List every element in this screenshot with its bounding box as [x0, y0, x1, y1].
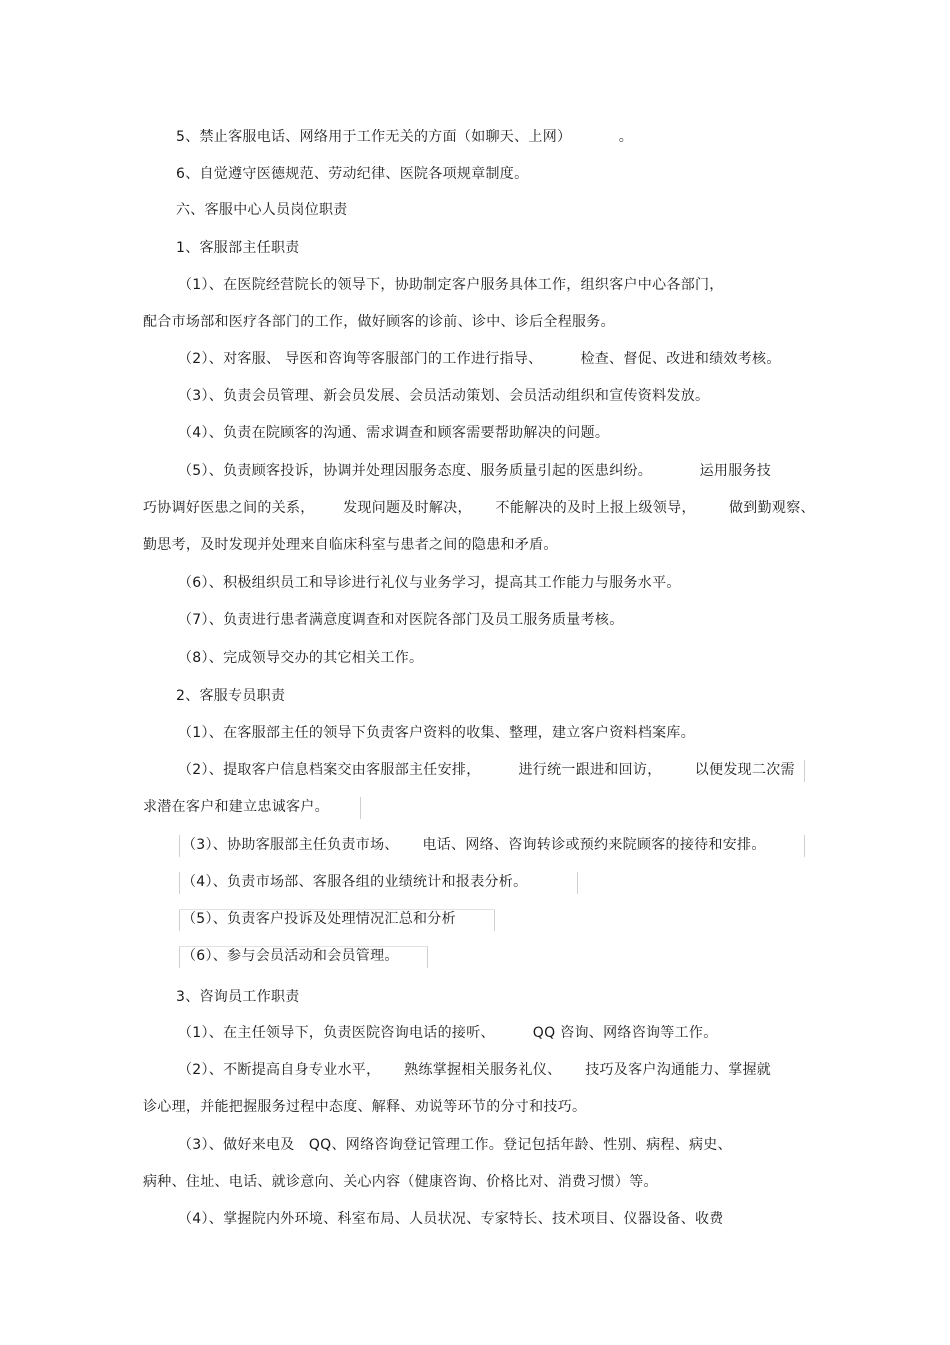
- text-line: （1）、在医院经营院长的领导下，协助制定客户服务具体工作，组织客户中心各部门，: [178, 277, 724, 293]
- text-line: （6）、积极组织员工和导诊进行礼仪与业务学习，提高其工作能力与服务水平。: [178, 575, 681, 591]
- cell-border: [179, 835, 180, 857]
- text-line: （1）、在主任领导下，负责医院咨询电话的接听、 QQ 咨询、网络咨询等工作。: [178, 1025, 718, 1041]
- text-line: 巧协调好医患之间的关系， 发现问题及时解决， 不能解决的及时上报上级领导， 做到勤观察、: [143, 500, 815, 516]
- text-line: （2）、对客服、 导医和咨询等客服部门的工作进行指导、 检查、督促、改进和绩效考核。: [178, 351, 781, 367]
- text-line: （3）、做好来电及 QQ、网络咨询登记管理工作。登记包括年龄、性别、病程、病史、: [178, 1137, 732, 1153]
- subsection-heading: 2、客服专员职责: [176, 688, 286, 704]
- cell-border: [804, 835, 805, 857]
- text-line: 配合市场部和医疗各部门的工作，做好顾客的诊前、诊中、诊后全程服务。: [143, 314, 615, 330]
- section-heading: 六、客服中心人员岗位职责: [176, 202, 348, 218]
- cell-border: [179, 909, 495, 910]
- text-line: （4）、掌握院内外环境、科室布局、人员状况、专家特长、技术项目、仪器设备、收费: [178, 1211, 724, 1227]
- text-line: （7）、负责进行患者满意度调查和对医院各部门及员工服务质量考核。: [178, 612, 624, 628]
- subsection-heading: 3、咨询员工作职责: [176, 989, 300, 1005]
- cell-border: [804, 760, 805, 782]
- cell-border: [577, 872, 578, 894]
- text-line: 病种、住址、电话、就诊意向、关心内容（健康咨询、价格比对、消费习惯）等。: [143, 1174, 658, 1190]
- cell-border: [360, 797, 361, 819]
- text-line: （5）、负责客户投诉及处理情况汇总和分析: [182, 911, 456, 927]
- cell-border: [179, 909, 180, 931]
- cell-border: [179, 946, 180, 968]
- text-line: （5）、负责顾客投诉，协调并处理因服务态度、服务质量引起的医患纠纷。 运用服务技: [178, 463, 772, 479]
- text-line: （4）、负责在院顾客的沟通、需求调查和顾客需要帮助解决的问题。: [178, 425, 610, 441]
- text-line: （6）、参与会员活动和会员管理。: [182, 948, 399, 964]
- text-line: 诊心理，并能把握服务过程中态度、解释、劝说等环节的分寸和技巧。: [143, 1099, 587, 1115]
- text-line: 求潜在客户和建立忠诚客户。: [143, 799, 329, 815]
- subsection-heading: 1、客服部主任职责: [176, 240, 300, 256]
- text-line: （2）、不断提高自身专业水平， 熟练掌握相关服务礼仪、 技巧及客户沟通能力、掌握就: [178, 1062, 772, 1078]
- text-line: （3）、协助客服部主任负责市场、 电话、网络、咨询转诊或预约来院顾客的接待和安排。: [182, 837, 766, 853]
- text-line: （8）、完成领导交办的其它相关工作。: [178, 650, 424, 666]
- cell-border: [179, 946, 428, 947]
- cell-border: [179, 872, 180, 894]
- text-line: 6、自觉遵守医德规范、劳动纪律、医院各项规章制度。: [176, 166, 529, 182]
- cell-border: [427, 946, 428, 968]
- text-line: （1）、在客服部主任的领导下负责客户资料的收集、整理，建立客户资料档案库。: [178, 725, 696, 741]
- text-line: （2）、提取客户信息档案交由客服部主任安排， 进行统一跟进和回访， 以便发现二次需: [178, 762, 795, 778]
- text-line: （4）、负责市场部、客服各组的业绩统计和报表分析。: [182, 874, 528, 890]
- text-line: 5、禁止客服电话、网络用于工作无关的方面（如聊天、上网） 。: [176, 129, 634, 145]
- text-line: 勤思考，及时发现并处理来自临床科室与患者之间的隐患和矛盾。: [143, 537, 558, 553]
- text-line: （3）、负责会员管理、新会员发展、会员活动策划、会员活动组织和宣传资料发放。: [178, 388, 710, 404]
- cell-border: [494, 909, 495, 931]
